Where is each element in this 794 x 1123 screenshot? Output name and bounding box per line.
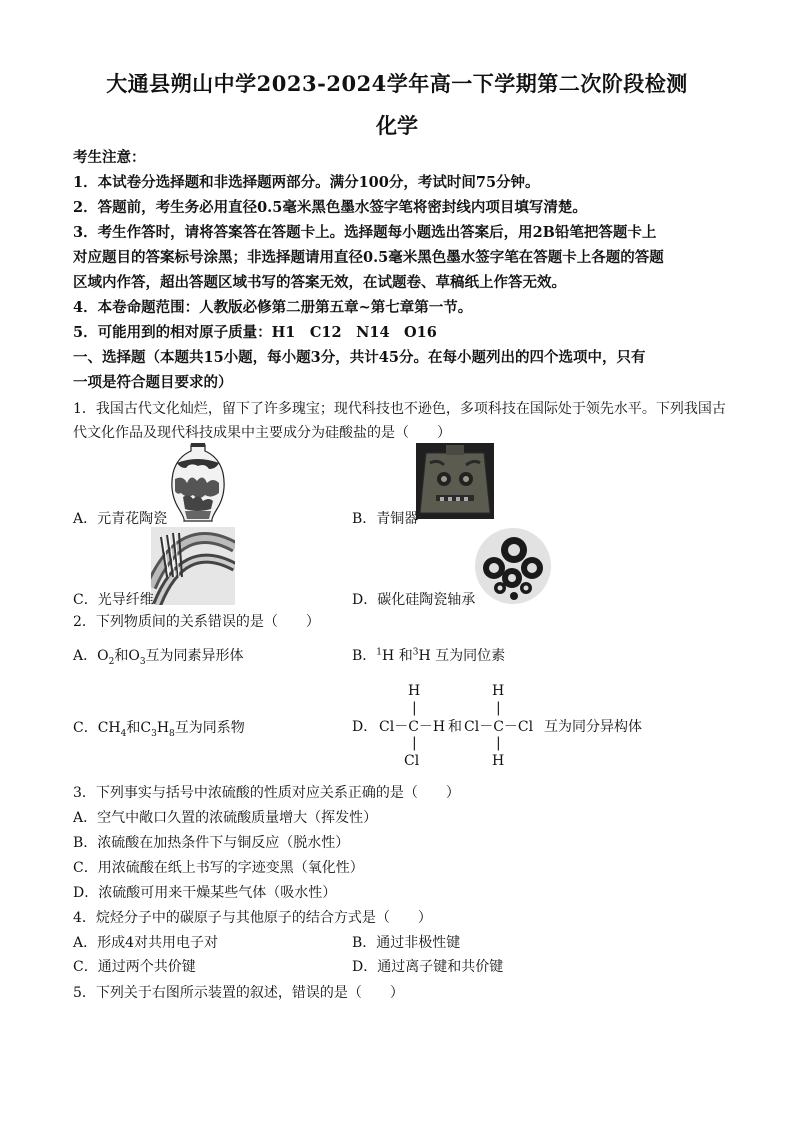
exam-title: 大通县朔山中学2023-2024学年高一下学期第二次阶段检测 [106,71,688,96]
q1-option-c: C．光导纤维 [73,592,154,608]
q1-option-a: A．元青花陶瓷 [73,511,168,527]
q2-d-top-h-1: H [408,683,421,699]
q3-option-b: B．浓硫酸在加热条件下与铜反应（脱水性） [73,835,350,851]
q3-option-d: D．浓硫酸可用来干燥某些气体（吸水性） [73,885,337,901]
q2-option-a: A．$O_2$和$O_3$互为同素异形体 [73,648,244,667]
q2-d-bond-4: | [496,735,501,751]
q3-option-a: A．空气中敞口久置的浓硫酸质量增大（挥发性） [73,810,378,826]
q1-option-d: D．碳化硅陶瓷轴承 [352,592,476,608]
q2-d-bond-3: | [412,735,417,751]
q2-d-molecule-2: Cl－C－Cl [464,719,534,735]
notice-item-4: 4．本卷命题范围：人教版必修第二册第五章~第七章第一节。 [73,299,473,316]
q2-d-relation: 互为同分异构体 [544,719,642,735]
q2-d-top-h-2: H [492,683,505,699]
subject-title: 化学 [376,113,418,138]
q5-stem: 5．下列关于右图所示装置的叙述，错误的是（ ） [73,985,404,1001]
notice-heading: 考生注意： [73,149,146,166]
bronze-artifact-image [416,443,494,519]
notice-item-5: 5．可能用到的相对原子质量：H1 C12 N14 O16 [73,324,437,341]
optical-fiber-image [151,527,235,605]
q2-d-molecule-1: Cl－C－H [379,719,446,735]
notice-item-1: 1．本试卷分选择题和非选择题两部分。满分100分，考试时间75分钟。 [73,174,540,191]
ceramic-bearings-image [474,528,552,604]
q2-d-and: 和 [448,719,462,735]
q2-option-b: B．$^1$H 和$^3$H 互为同位素 [352,647,506,664]
q2-option-d [352,683,652,783]
notice-item-3: 3．考生作答时，请将答案答在答题卡上。选择题每小题选出答案后，用2B铅笔把答题卡上 [73,224,657,241]
q4-stem: 4．烷烃分子中的碳原子与其他原子的结合方式是（ ） [73,910,432,926]
q4-option-b: B．通过非极性键 [352,935,461,951]
notice-item-2: 2．答题前，考生务必用直径0.5毫米黑色墨水签字笔将密封线内项目填写清楚。 [73,199,587,216]
q1-stem-cont: 代文化作品及现代科技成果中主要成分为硅酸盐的是（ ） [73,425,451,441]
q2-d-bottom-cl: Cl [404,753,420,769]
q1-option-b: B．青铜器 [352,511,419,527]
notice-item-3-cont: 对应题目的答案标号涂黑；非选择题请用直径0.5毫米黑色墨水签字笔在答题卡上各题的答题 [73,249,664,266]
q2-d-bottom-h: H [492,753,505,769]
q2-option-c: C．$CH_4$和$C_3H_8$互为同系物 [73,720,245,739]
q2-stem: 2．下列物质间的关系错误的是（ ） [73,614,320,630]
q1-stem: 1．我国古代文化灿烂，留下了许多瑰宝；现代科技也不逊色，多项科技在国际处于领先水平。下列我国古 [73,401,726,417]
q3-option-c: C．用浓硫酸在纸上书写的字迹变黑（氧化性） [73,860,364,876]
notice-item-3-cont2: 区域内作答，超出答题区域书写的答案无效，在试题卷、草稿纸上作答无效。 [73,274,566,291]
q4-option-c: C．通过两个共价键 [73,959,196,975]
q2-d-label: D． [352,719,378,735]
section-heading: 一、选择题（本题共15小题，每小题3分，共计45分。在每小题列出的四个选项中，只有 [73,349,646,366]
q2-d-bond-2: | [496,700,501,716]
q4-option-a: A．形成4对共用电子对 [73,935,219,951]
q2-d-bond-1: | [412,700,417,716]
q3-stem: 3．下列事实与括号中浓硫酸的性质对应关系正确的是（ ） [73,785,460,801]
q4-option-d: D．通过离子键和共价键 [352,959,504,975]
blue-white-porcelain-vase-image [163,443,233,523]
section-heading-cont: 一项是符合题目要求的） [73,374,233,391]
